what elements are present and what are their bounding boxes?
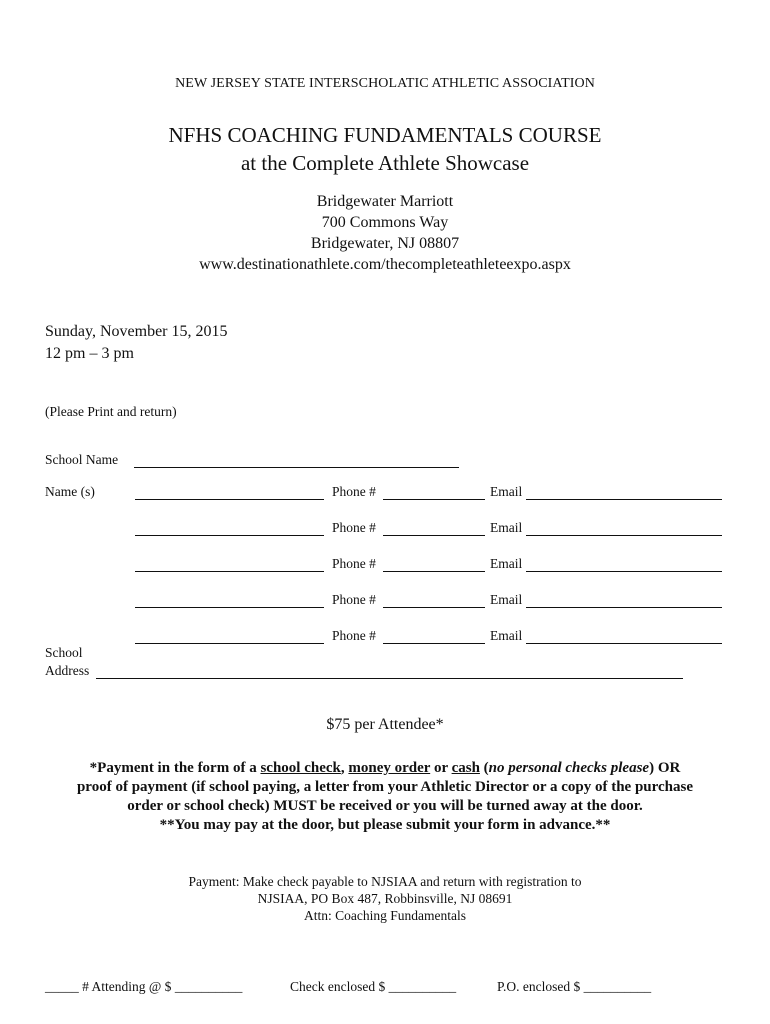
no-personal-checks-note: no personal checks please <box>488 760 650 776</box>
payment-terms-text: *Payment in the form of a <box>89 760 261 776</box>
po-enclosed-field[interactable]: __________ <box>583 979 652 994</box>
payment-instructions-line1: Payment: Make check payable to NJSIAA and return with registration to <box>188 874 582 889</box>
event-time: 12 pm – 3 pm <box>45 345 134 362</box>
email-label: Email <box>490 592 523 607</box>
attending-amount-field[interactable]: __________ <box>174 979 243 994</box>
course-subtitle: at the Complete Athlete Showcase <box>240 151 530 175</box>
money-order-term: money order <box>348 760 431 776</box>
po-enclosed <box>497 979 651 995</box>
attendee-row-2 <box>0 520 770 538</box>
phone-label: Phone # <box>332 520 376 535</box>
school-check-term: school check <box>260 760 341 776</box>
email-label: Email <box>490 520 523 535</box>
venue-city: Bridgewater, NJ 08807 <box>310 235 460 252</box>
venue-street: 700 Commons Way <box>321 214 449 231</box>
phone-field-5[interactable] <box>383 628 485 644</box>
email-label: Email <box>490 556 523 571</box>
attendee-name-field-5[interactable] <box>135 628 324 644</box>
check-enclosed-label: Check enclosed $ <box>290 979 389 994</box>
phone-label: Phone # <box>332 484 376 499</box>
school-name-field[interactable] <box>134 452 459 468</box>
organization-name: NEW JERSEY STATE INTERSCHOLATIC ATHLETIC ASSOCIATION <box>175 76 595 91</box>
email-field-4[interactable] <box>526 592 722 608</box>
payment-instructions-line3: Attn: Coaching Fundamentals <box>304 908 466 923</box>
phone-field-2[interactable] <box>383 520 485 536</box>
attendee-name-field-4[interactable] <box>135 592 324 608</box>
email-field-2[interactable] <box>526 520 722 536</box>
check-enclosed-field[interactable]: __________ <box>388 979 457 994</box>
school-address-label-line2: Address <box>45 663 90 678</box>
email-label: Email <box>490 628 523 643</box>
venue-name: Bridgewater Marriott <box>316 193 454 210</box>
phone-label: Phone # <box>332 592 376 607</box>
check-enclosed <box>290 979 456 995</box>
attendee-name-field-2[interactable] <box>135 520 324 536</box>
phone-field-4[interactable] <box>383 592 485 608</box>
school-address-label-line1: School <box>45 645 83 660</box>
payment-terms-line4: **You may pay at the door, but please submit your form in advance.** <box>159 817 611 833</box>
attending-count <box>45 979 242 995</box>
payment-terms-line2: proof of payment (if school paying, a letter from your Athletic Director or a copy of the purchase <box>76 779 694 795</box>
school-name-label: School Name <box>45 452 119 467</box>
attending-label: # Attending @ $ <box>78 979 175 994</box>
po-enclosed-label: P.O. enclosed $ <box>497 979 584 994</box>
cash-term: cash <box>451 760 480 776</box>
attendee-row-3 <box>0 556 770 574</box>
phone-label: Phone # <box>332 556 376 571</box>
separator-text: or <box>430 760 452 776</box>
attendee-name-field-1[interactable] <box>135 484 324 500</box>
attendee-row-4 <box>0 592 770 610</box>
email-field-5[interactable] <box>526 628 722 644</box>
email-label: Email <box>490 484 523 499</box>
attendee-row-1 <box>0 484 770 502</box>
email-field-3[interactable] <box>526 556 722 572</box>
attendee-row-5 <box>0 628 770 646</box>
phone-field-1[interactable] <box>383 484 485 500</box>
event-date: Sunday, November 15, 2015 <box>45 323 228 340</box>
separator-text: ) OR <box>649 760 681 776</box>
school-address-field[interactable] <box>96 663 683 679</box>
phone-field-3[interactable] <box>383 556 485 572</box>
payment-terms-line1 <box>0 759 770 779</box>
payment-terms-line3: order or school check) MUST be received or you will be turned away at the door. <box>127 798 643 814</box>
course-title: NFHS COACHING FUNDAMENTALS COURSE <box>168 123 602 147</box>
separator-text: ( <box>479 760 489 776</box>
phone-label: Phone # <box>332 628 376 643</box>
print-instruction: (Please Print and return) <box>45 404 177 419</box>
attending-count-field[interactable]: _____ <box>45 979 79 994</box>
price-per-attendee: $75 per Attendee* <box>326 716 444 733</box>
payment-instructions-line2: NJSIAA, PO Box 487, Robbinsville, NJ 08691 <box>257 891 513 906</box>
event-url: www.destinationathlete.com/thecompleteathleteexpo.aspx <box>199 256 571 273</box>
attendee-name-field-3[interactable] <box>135 556 324 572</box>
separator-text: , <box>340 760 349 776</box>
names-label: Name (s) <box>45 484 95 499</box>
email-field-1[interactable] <box>526 484 722 500</box>
